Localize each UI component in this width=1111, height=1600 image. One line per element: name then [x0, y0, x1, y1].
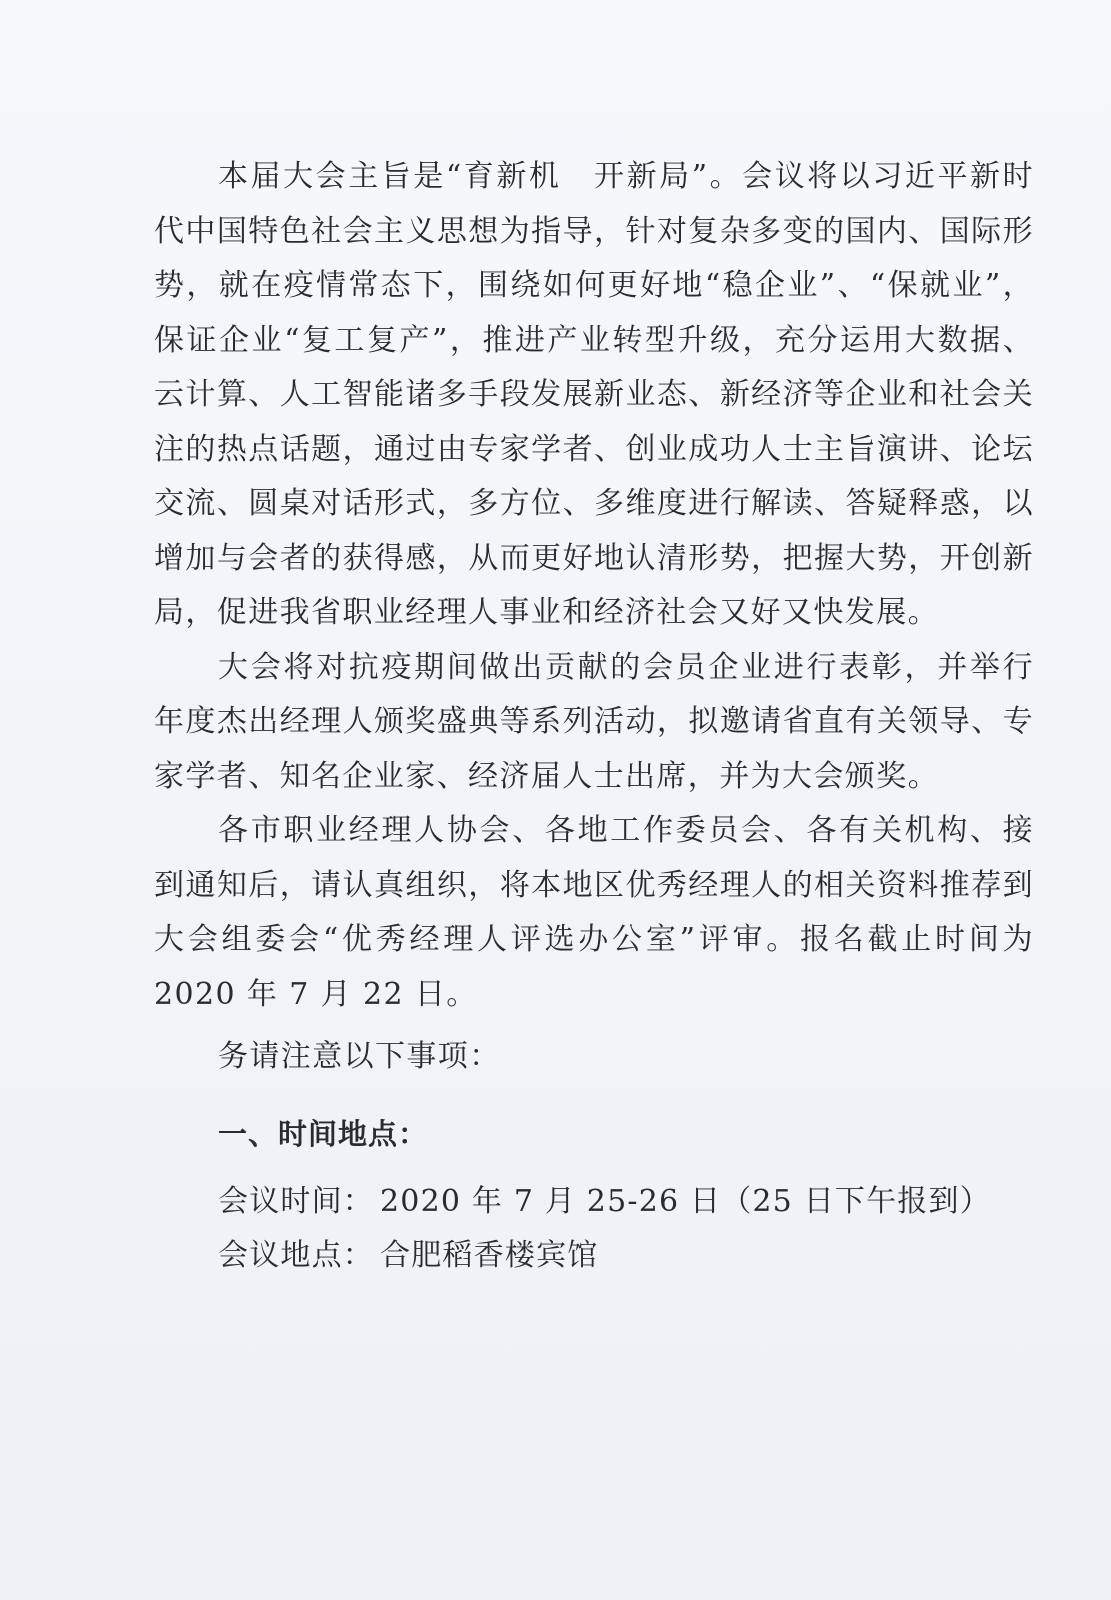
- meeting-place-line: [154, 1229, 1034, 1283]
- paragraph-nomination: 各市职业经理人协会、各地工作委员会、各有关机构、接到通知后，请认真组织，将本地区优秀经理人的相关资料推荐到大会组委会“优秀经理人评选办公室”评审。报名截止时间为 2020 年 7 月 22 日。: [154, 813, 1034, 1012]
- document-body: [154, 150, 1034, 1283]
- paragraph-theme: 本届大会主旨是“育新机 开新局”。会议将以习近平新时代中国特色社会主义思想为指导，针对复杂多变的国内、国际形势，就在疫情常态下，围绕如何更好地“稳企业”、“保就业”，保证企业“复工复产”，推进产业转型升级，充分运用大数据、云计算、人工智能诸多手段发展新业态、新经济等企业和社会关注的热点话题，通过由专家学者、创业成功人士主旨演讲、论坛交流、圆桌对话形式，多方位、多维度进行解读、答疑释惑，以增加与会者的获得感，从而更好地认清形势，把握大势，开创新局，促进我省职业经理人事业和经济社会又好又快发展。: [154, 159, 1034, 630]
- meeting-time-value: 2020 年 7 月 25-26 日（25 日下午报到）: [380, 1183, 991, 1219]
- paragraph-commendation: 大会将对抗疫期间做出贡献的会员企业进行表彰，并举行年度杰出经理人颁奖盛典等系列活动，拟邀请省直有关领导、专家学者、知名企业家、经济届人士出席，并为大会颁奖。: [154, 649, 1034, 794]
- meeting-time-line: [154, 1175, 1034, 1229]
- paragraph-notice: 务请注意以下事项：: [218, 1039, 501, 1074]
- section-heading-time-place: 一、时间地点：: [218, 1116, 429, 1151]
- meeting-place-value: 合肥稻香楼宾馆: [380, 1237, 599, 1273]
- meeting-place-label: 会议地点：: [218, 1237, 374, 1273]
- meeting-time-label: 会议时间：: [218, 1183, 374, 1219]
